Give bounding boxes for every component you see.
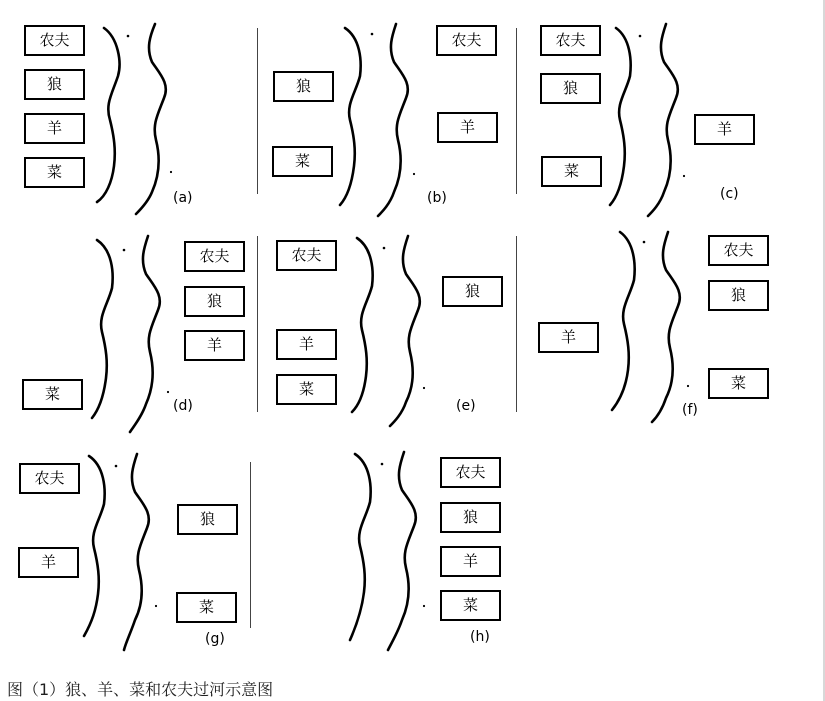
- wolf-box: 狼: [440, 502, 501, 533]
- river-bank-right-f: [652, 232, 680, 422]
- river-bank-left-f: [612, 232, 635, 410]
- sheep-box: 羊: [694, 114, 755, 145]
- sheep-box: 羊: [538, 322, 599, 353]
- river-bank-left-d: [92, 240, 113, 418]
- cabbage-box: 菜: [272, 146, 333, 177]
- farmer-box: 农夫: [24, 25, 85, 56]
- panel-label-b: (b): [427, 190, 447, 206]
- river-bank-left-g: [84, 456, 105, 636]
- wolf-box: 狼: [540, 73, 601, 104]
- farmer-box: 农夫: [19, 463, 80, 494]
- panel-divider: [257, 28, 258, 194]
- river-bank-right-h: [388, 452, 416, 650]
- sheep-box: 羊: [437, 112, 498, 143]
- river-bank-right-e: [390, 236, 420, 426]
- farmer-box: 农夫: [184, 241, 245, 272]
- panel-divider: [516, 236, 517, 412]
- river-bank-right-d: [130, 236, 160, 432]
- river-bank-left-c: [610, 28, 631, 205]
- river-bank-left-b: [340, 28, 361, 205]
- figure-caption: 图（1）狼、羊、菜和农夫过河示意图: [7, 680, 274, 699]
- panel-label-e: (e): [456, 398, 476, 414]
- wolf-box: 狼: [177, 504, 238, 535]
- sheep-box: 羊: [18, 547, 79, 578]
- panel-label-a: (a): [173, 190, 193, 206]
- wolf-box: 狼: [24, 69, 85, 100]
- cabbage-box: 菜: [541, 156, 602, 187]
- farmer-box: 农夫: [540, 25, 601, 56]
- wolf-box: 狼: [442, 276, 503, 307]
- farmer-box: 农夫: [440, 457, 501, 488]
- panel-label-f: (f): [682, 402, 698, 418]
- river-bank-right-c: [648, 24, 678, 216]
- panel-divider: [250, 462, 251, 628]
- panel-divider: [257, 236, 258, 412]
- farmer-box: 农夫: [276, 240, 337, 271]
- cabbage-box: 菜: [276, 374, 337, 405]
- river-bank-left-h: [350, 454, 371, 640]
- panel-label-h: (h): [470, 629, 490, 645]
- wolf-box: 狼: [273, 71, 334, 102]
- farmer-box: 农夫: [708, 235, 769, 266]
- sheep-box: 羊: [24, 113, 85, 144]
- farmer-box: 农夫: [436, 25, 497, 56]
- river-bank-left-e: [352, 238, 373, 412]
- wolf-box: 狼: [184, 286, 245, 317]
- panel-label-g: (g): [205, 631, 225, 647]
- sheep-box: 羊: [440, 546, 501, 577]
- panel-label-c: (c): [720, 186, 739, 202]
- cabbage-box: 菜: [24, 157, 85, 188]
- cabbage-box: 菜: [440, 590, 501, 621]
- panel-label-d: (d): [173, 398, 193, 414]
- cabbage-box: 菜: [708, 368, 769, 399]
- river-bank-left-a: [97, 28, 119, 202]
- river-bank-right-a: [136, 24, 166, 214]
- sheep-box: 羊: [276, 329, 337, 360]
- panel-divider: [516, 28, 517, 194]
- cabbage-box: 菜: [22, 379, 83, 410]
- river-bank-right-b: [378, 24, 408, 216]
- cabbage-box: 菜: [176, 592, 237, 623]
- river-bank-right-g: [124, 454, 149, 650]
- wolf-box: 狼: [708, 280, 769, 311]
- sheep-box: 羊: [184, 330, 245, 361]
